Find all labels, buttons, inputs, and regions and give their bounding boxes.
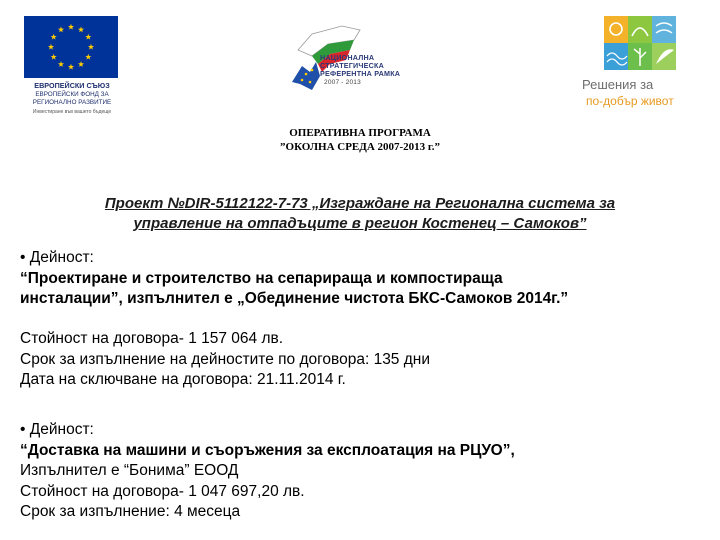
environment-logo (572, 14, 712, 112)
eu-logo-line4: Инвестиране във вашето бъдеще (32, 109, 112, 115)
activity-1-bullet: • Дейност: (20, 249, 94, 266)
activity-2-value: Стойност на договора- 1 047 697,20 лв. (20, 482, 305, 500)
activity-2 (20, 420, 710, 523)
nsrf-logo (290, 24, 405, 94)
eu-logo-line1: ЕВРОПЕЙСКИ СЪЮЗ (34, 81, 110, 90)
nsrf-line2: СТРАТЕГИЧЕСКА (320, 61, 385, 70)
contract-1-term: Срок за изпълнение на дейностите по договора: 135 дни (20, 350, 431, 368)
environment-tagline-2: по-добър живот (586, 94, 674, 108)
eu-flag-icon (24, 16, 118, 78)
contract-1-date: Дата на сключване на договора: 21.11.2014 г. (20, 371, 346, 388)
eu-logo-line2: ЕВРОПЕЙСКИ ФОНД ЗА (35, 91, 109, 98)
nsrf-line3: РЕФЕРЕНТНА РАМКА (320, 69, 401, 78)
activity-2-title: “Доставка на машини и съоръжения за експлоатация на РЦУО”, (20, 441, 515, 459)
program-line1: ОПЕРАТИВНА ПРОГРАМА (289, 127, 431, 139)
program-line2: ”ОКОЛНА СРЕДА 2007-2013 г.” (280, 141, 440, 153)
activity-2-bullet: • Дейност: (20, 421, 94, 438)
contract-1-details (20, 329, 710, 391)
project-title-line1: Проект №DIR-5112122-7-73 „Изграждане на Регионална система за (104, 195, 616, 212)
eu-logo (18, 12, 126, 120)
project-title-line2: управление на отпадъците в регион Костенец – Самоков” (133, 215, 587, 232)
contract-1-value: Стойност на договора- 1 157 064 лв. (20, 330, 284, 347)
nsrf-line1: НАЦИОНАЛНА (320, 53, 375, 62)
activity-1-title-line2: инсталации”, изпълнител е „Обединение чистота БКС-Самоков 2014г.” (20, 290, 569, 307)
environment-tagline-1: Решения за (582, 77, 654, 92)
activity-2-contractor: Изпълнител е “Бонима” ЕООД (20, 462, 239, 479)
activity-2-term: Срок за изпълнение: 4 месеца (20, 503, 241, 520)
environment-tiles-icon (604, 16, 676, 70)
eu-logo-line3: РЕГИОНАЛНО РАЗВИТИЕ (32, 99, 112, 106)
program-heading (0, 126, 720, 154)
nsrf-line4: 2007 - 2013 (324, 79, 361, 86)
activity-1 (20, 248, 710, 310)
activity-1-title-line1: “Проектиране и строителство на сепарираща и компостираща (20, 269, 503, 287)
project-title (26, 194, 694, 234)
